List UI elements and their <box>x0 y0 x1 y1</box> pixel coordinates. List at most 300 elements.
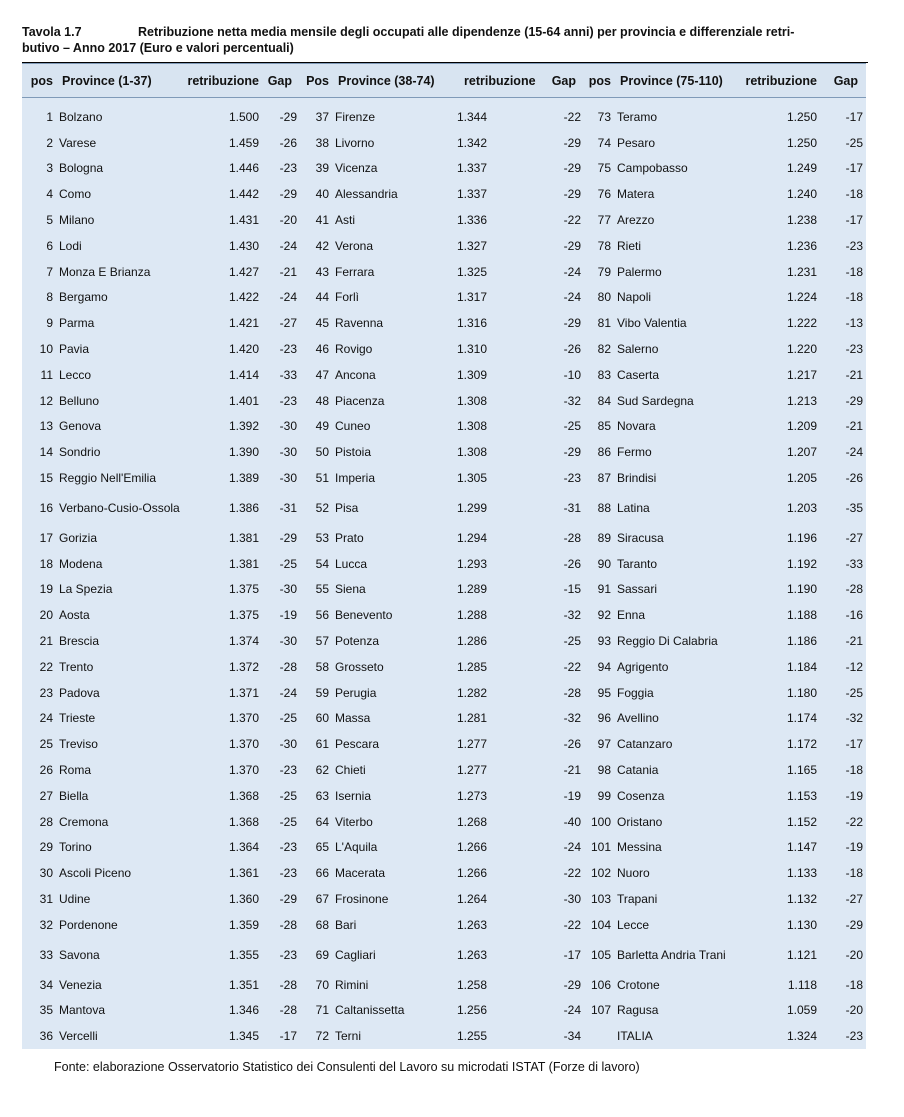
pos-cell-group-2: 60 <box>300 706 332 732</box>
pos-cell-group-3: 85 <box>584 414 614 440</box>
gap-cell-group-2: -24 <box>540 259 584 285</box>
province-cell-group-3: Trapani <box>614 886 732 912</box>
gap-cell-group-3: -33 <box>820 551 866 577</box>
retribuzione-cell-group-1: 1.346 <box>184 998 262 1024</box>
province-cell-group-3: Rieti <box>614 233 732 259</box>
province-cell-group-3: Catanzaro <box>614 731 732 757</box>
retribuzione-cell-group-1: 1.381 <box>184 525 262 551</box>
retribuzione-cell-group-3: 1.220 <box>732 336 820 362</box>
table-row <box>22 886 866 912</box>
province-cell-group-2: Grosseto <box>332 654 454 680</box>
title-line-1: Retribuzione netta media mensile degli occupati alle dipendenze (15-64 anni) per provincia e differenziale retri- <box>138 25 795 39</box>
province-cell-group-2: Massa <box>332 706 454 732</box>
province-cell-group-1: Lodi <box>56 233 184 259</box>
gap-cell-group-3: -17 <box>820 207 866 233</box>
table-row <box>22 835 866 861</box>
province-cell-group-1: Ascoli Piceno <box>56 860 184 886</box>
gap-cell-group-1: -27 <box>262 310 300 336</box>
gap-cell-group-1: -30 <box>262 628 300 654</box>
province-cell-group-2: Verona <box>332 233 454 259</box>
province-cell-group-3: Novara <box>614 414 732 440</box>
gap-cell-group-1: -30 <box>262 439 300 465</box>
pos-cell-group-3: 84 <box>584 388 614 414</box>
table-row <box>22 310 866 336</box>
gap-cell-group-1: -28 <box>262 972 300 998</box>
pos-cell-group-3: 76 <box>584 181 614 207</box>
retribuzione-cell-group-3: 1.186 <box>732 628 820 654</box>
table-row <box>22 551 866 577</box>
province-cell-group-1: Padova <box>56 680 184 706</box>
retribuzione-cell-group-1: 1.370 <box>184 706 262 732</box>
table-row <box>22 654 866 680</box>
gap-cell-group-1: -20 <box>262 207 300 233</box>
gap-cell-group-3: -25 <box>820 130 866 156</box>
gap-cell-group-1: -28 <box>262 654 300 680</box>
pos-cell-group-2: 46 <box>300 336 332 362</box>
province-cell-group-3: Crotone <box>614 972 732 998</box>
pos-cell-group-2: 70 <box>300 972 332 998</box>
table-row <box>22 912 866 938</box>
province-cell-group-3: Messina <box>614 835 732 861</box>
pos-cell-group-1: 27 <box>22 783 56 809</box>
gap-cell-group-3: -25 <box>820 680 866 706</box>
province-cell-group-3: Foggia <box>614 680 732 706</box>
table-row <box>22 680 866 706</box>
province-cell-group-1: Venezia <box>56 972 184 998</box>
province-cell-group-1: Modena <box>56 551 184 577</box>
retribuzione-cell-group-2: 1.310 <box>454 336 540 362</box>
retribuzione-cell-group-1: 1.431 <box>184 207 262 233</box>
table-row <box>22 414 866 440</box>
gap-cell-group-1: -17 <box>262 1023 300 1049</box>
province-cell-group-3: Ragusa <box>614 998 732 1024</box>
header-retribuzione-2: retribuzione <box>454 64 540 98</box>
retribuzione-cell-group-3: 1.147 <box>732 835 820 861</box>
retribuzione-cell-group-3: 1.152 <box>732 809 820 835</box>
pos-cell-group-3: 96 <box>584 706 614 732</box>
pos-cell-group-3: 83 <box>584 362 614 388</box>
table-row <box>22 156 866 182</box>
gap-cell-group-2: -34 <box>540 1023 584 1049</box>
retribuzione-cell-group-2: 1.282 <box>454 680 540 706</box>
retribuzione-cell-group-2: 1.256 <box>454 998 540 1024</box>
table-row <box>22 491 866 525</box>
province-cell-group-2: Potenza <box>332 628 454 654</box>
retribuzione-cell-group-1: 1.359 <box>184 912 262 938</box>
table-body <box>22 98 866 1050</box>
gap-cell-group-1: -23 <box>262 938 300 972</box>
retribuzione-cell-group-3: 1.213 <box>732 388 820 414</box>
table-row <box>22 362 866 388</box>
retribuzione-cell-group-1: 1.371 <box>184 680 262 706</box>
pos-cell-group-1: 31 <box>22 886 56 912</box>
table-row <box>22 439 866 465</box>
province-cell-group-3: Barletta Andria Trani <box>614 938 732 972</box>
pos-cell-group-3: 92 <box>584 602 614 628</box>
retribuzione-cell-group-2: 1.286 <box>454 628 540 654</box>
table-row <box>22 1023 866 1049</box>
retribuzione-cell-group-3: 1.121 <box>732 938 820 972</box>
province-cell-group-3: Latina <box>614 491 732 525</box>
province-cell-group-2: Pisa <box>332 491 454 525</box>
table-row <box>22 130 866 156</box>
retribuzione-cell-group-3: 1.238 <box>732 207 820 233</box>
gap-cell-group-1: -30 <box>262 577 300 603</box>
gap-cell-group-2: -24 <box>540 285 584 311</box>
pos-cell-group-2: 69 <box>300 938 332 972</box>
gap-cell-group-2: -29 <box>540 130 584 156</box>
table-header-row <box>22 64 866 98</box>
retribuzione-cell-group-3: 1.217 <box>732 362 820 388</box>
gap-cell-group-1: -29 <box>262 886 300 912</box>
retribuzione-cell-group-3: 1.240 <box>732 181 820 207</box>
pos-cell-group-1: 6 <box>22 233 56 259</box>
pos-cell-group-1: 19 <box>22 577 56 603</box>
province-cell-group-1: Gorizia <box>56 525 184 551</box>
province-cell-group-3: Sud Sardegna <box>614 388 732 414</box>
retribuzione-cell-group-2: 1.268 <box>454 809 540 835</box>
province-cell-group-2: Imperia <box>332 465 454 491</box>
pos-cell-group-2: 58 <box>300 654 332 680</box>
gap-cell-group-3: -19 <box>820 835 866 861</box>
gap-cell-group-1: -29 <box>262 104 300 130</box>
pos-cell-group-2: 51 <box>300 465 332 491</box>
retribuzione-cell-group-2: 1.293 <box>454 551 540 577</box>
gap-cell-group-2: -17 <box>540 938 584 972</box>
gap-cell-group-3: -18 <box>820 860 866 886</box>
pos-cell-group-2: 62 <box>300 757 332 783</box>
pos-cell-group-3: 97 <box>584 731 614 757</box>
gap-cell-group-2: -24 <box>540 998 584 1024</box>
retribuzione-cell-group-2: 1.308 <box>454 439 540 465</box>
province-cell-group-3: Sassari <box>614 577 732 603</box>
province-cell-group-3: Palermo <box>614 259 732 285</box>
pos-cell-group-2: 42 <box>300 233 332 259</box>
gap-cell-group-3: -28 <box>820 577 866 603</box>
gap-cell-group-2: -29 <box>540 181 584 207</box>
pos-cell-group-2: 65 <box>300 835 332 861</box>
gap-cell-group-1: -24 <box>262 285 300 311</box>
gap-cell-group-3: -20 <box>820 998 866 1024</box>
province-cell-group-3: Taranto <box>614 551 732 577</box>
table-title <box>22 24 868 60</box>
retribuzione-cell-group-1: 1.442 <box>184 181 262 207</box>
retribuzione-cell-group-3: 1.180 <box>732 680 820 706</box>
retribuzione-cell-group-1: 1.360 <box>184 886 262 912</box>
province-cell-group-3: Teramo <box>614 104 732 130</box>
table-row <box>22 628 866 654</box>
retribuzione-cell-group-3: 1.236 <box>732 233 820 259</box>
province-cell-group-2: Cuneo <box>332 414 454 440</box>
province-cell-group-1: Reggio Nell'Emilia <box>56 465 184 491</box>
gap-cell-group-2: -29 <box>540 439 584 465</box>
gap-cell-group-3: -18 <box>820 259 866 285</box>
province-cell-group-3: Agrigento <box>614 654 732 680</box>
table-row <box>22 783 866 809</box>
retribuzione-cell-group-2: 1.309 <box>454 362 540 388</box>
retribuzione-cell-group-2: 1.299 <box>454 491 540 525</box>
pos-cell-group-3: 98 <box>584 757 614 783</box>
pos-cell-group-1: 32 <box>22 912 56 938</box>
gap-cell-group-3: -18 <box>820 972 866 998</box>
gap-cell-group-2: -22 <box>540 912 584 938</box>
province-cell-group-1: Monza E Brianza <box>56 259 184 285</box>
pos-cell-group-3: 86 <box>584 439 614 465</box>
retribuzione-cell-group-1: 1.500 <box>184 104 262 130</box>
province-cell-group-1: Verbano-Cusio-Ossola <box>56 491 184 525</box>
retribuzione-cell-group-1: 1.370 <box>184 757 262 783</box>
gap-cell-group-3: -23 <box>820 1023 866 1049</box>
pos-cell-group-1: 4 <box>22 181 56 207</box>
table-number: Tavola 1.7 <box>22 25 82 39</box>
table-row <box>22 336 866 362</box>
table-row <box>22 998 866 1024</box>
province-cell-group-3: Fermo <box>614 439 732 465</box>
pos-cell-group-3: 90 <box>584 551 614 577</box>
province-cell-group-3: Lecce <box>614 912 732 938</box>
pos-cell-group-1: 30 <box>22 860 56 886</box>
retribuzione-cell-group-1: 1.381 <box>184 551 262 577</box>
province-cell-group-1: Belluno <box>56 388 184 414</box>
gap-cell-group-1: -21 <box>262 259 300 285</box>
province-cell-group-2: Viterbo <box>332 809 454 835</box>
header-gap-2: Gap <box>540 64 584 98</box>
province-cell-group-2: Asti <box>332 207 454 233</box>
retribuzione-cell-group-2: 1.305 <box>454 465 540 491</box>
province-cell-group-1: Bologna <box>56 156 184 182</box>
pos-cell-group-3: 74 <box>584 130 614 156</box>
gap-cell-group-2: -26 <box>540 551 584 577</box>
province-cell-group-1: Pordenone <box>56 912 184 938</box>
retribuzione-cell-group-3: 1.222 <box>732 310 820 336</box>
retribuzione-cell-group-3: 1.203 <box>732 491 820 525</box>
retribuzione-cell-group-2: 1.273 <box>454 783 540 809</box>
table-row <box>22 577 866 603</box>
province-cell-group-2: Pistoia <box>332 439 454 465</box>
gap-cell-group-3: -13 <box>820 310 866 336</box>
retribuzione-cell-group-1: 1.414 <box>184 362 262 388</box>
retribuzione-cell-group-1: 1.361 <box>184 860 262 886</box>
retribuzione-cell-group-1: 1.370 <box>184 731 262 757</box>
gap-cell-group-1: -33 <box>262 362 300 388</box>
province-cell-group-3: Vibo Valentia <box>614 310 732 336</box>
pos-cell-group-2: 68 <box>300 912 332 938</box>
pos-cell-group-2: 61 <box>300 731 332 757</box>
province-cell-group-2: Chieti <box>332 757 454 783</box>
pos-cell-group-1: 2 <box>22 130 56 156</box>
header-province-1: Province (1-37) <box>56 64 184 98</box>
province-cell-group-1: Genova <box>56 414 184 440</box>
province-cell-group-1: Como <box>56 181 184 207</box>
gap-cell-group-1: -23 <box>262 336 300 362</box>
gap-cell-group-2: -25 <box>540 628 584 654</box>
retribuzione-cell-group-1: 1.345 <box>184 1023 262 1049</box>
retribuzione-cell-group-3: 1.133 <box>732 860 820 886</box>
gap-cell-group-3: -27 <box>820 525 866 551</box>
gap-cell-group-1: -28 <box>262 912 300 938</box>
gap-cell-group-3: -17 <box>820 104 866 130</box>
province-cell-group-2: Ancona <box>332 362 454 388</box>
retribuzione-cell-group-1: 1.351 <box>184 972 262 998</box>
province-cell-group-1: Brescia <box>56 628 184 654</box>
province-cell-group-2: Cagliari <box>332 938 454 972</box>
gap-cell-group-1: -23 <box>262 860 300 886</box>
retribuzione-cell-group-3: 1.130 <box>732 912 820 938</box>
retribuzione-cell-group-1: 1.364 <box>184 835 262 861</box>
pos-cell-group-1: 20 <box>22 602 56 628</box>
retribuzione-cell-group-1: 1.446 <box>184 156 262 182</box>
province-cell-group-2: Rimini <box>332 972 454 998</box>
table-row <box>22 809 866 835</box>
province-cell-group-1: Pavia <box>56 336 184 362</box>
retribuzione-cell-group-2: 1.325 <box>454 259 540 285</box>
gap-cell-group-1: -31 <box>262 491 300 525</box>
header-pos-3: pos <box>584 64 614 98</box>
gap-cell-group-3: -20 <box>820 938 866 972</box>
pos-cell-group-2: 56 <box>300 602 332 628</box>
province-cell-group-3: Catania <box>614 757 732 783</box>
retribuzione-cell-group-2: 1.266 <box>454 835 540 861</box>
table-row <box>22 972 866 998</box>
gap-cell-group-3: -21 <box>820 362 866 388</box>
province-cell-group-1: Torino <box>56 835 184 861</box>
province-cell-group-1: Treviso <box>56 731 184 757</box>
province-cell-group-2: Vicenza <box>332 156 454 182</box>
province-cell-group-3: Salerno <box>614 336 732 362</box>
pos-cell-group-2: 41 <box>300 207 332 233</box>
gap-cell-group-1: -26 <box>262 130 300 156</box>
retribuzione-cell-group-2: 1.281 <box>454 706 540 732</box>
gap-cell-group-1: -29 <box>262 181 300 207</box>
retribuzione-cell-group-2: 1.288 <box>454 602 540 628</box>
province-cell-group-3: Cosenza <box>614 783 732 809</box>
retribuzione-cell-group-1: 1.422 <box>184 285 262 311</box>
pos-cell-group-1: 26 <box>22 757 56 783</box>
retribuzione-cell-group-1: 1.355 <box>184 938 262 972</box>
retribuzione-cell-group-2: 1.337 <box>454 156 540 182</box>
gap-cell-group-2: -22 <box>540 654 584 680</box>
pos-cell-group-2: 63 <box>300 783 332 809</box>
pos-cell-group-1: 21 <box>22 628 56 654</box>
gap-cell-group-1: -25 <box>262 783 300 809</box>
gap-cell-group-3: -29 <box>820 388 866 414</box>
pos-cell-group-1: 1 <box>22 104 56 130</box>
province-cell-group-1: Aosta <box>56 602 184 628</box>
province-cell-group-3: Avellino <box>614 706 732 732</box>
gap-cell-group-2: -25 <box>540 414 584 440</box>
pos-cell-group-3: 81 <box>584 310 614 336</box>
pos-cell-group-1: 17 <box>22 525 56 551</box>
gap-cell-group-2: -29 <box>540 233 584 259</box>
province-cell-group-2: Macerata <box>332 860 454 886</box>
header-province-2: Province (38-74) <box>332 64 454 98</box>
retribuzione-cell-group-1: 1.459 <box>184 130 262 156</box>
province-cell-group-1: Varese <box>56 130 184 156</box>
gap-cell-group-2: -26 <box>540 731 584 757</box>
retribuzione-cell-group-2: 1.263 <box>454 912 540 938</box>
pos-cell-group-1: 18 <box>22 551 56 577</box>
province-cell-group-2: Ravenna <box>332 310 454 336</box>
pos-cell-group-1: 8 <box>22 285 56 311</box>
table-row <box>22 259 866 285</box>
header-province-3: Province (75-110) <box>614 64 732 98</box>
retribuzione-cell-group-1: 1.390 <box>184 439 262 465</box>
gap-cell-group-3: -18 <box>820 181 866 207</box>
pos-cell-group-3: 102 <box>584 860 614 886</box>
province-cell-group-3: Arezzo <box>614 207 732 233</box>
gap-cell-group-3: -12 <box>820 654 866 680</box>
retribuzione-cell-group-3: 1.132 <box>732 886 820 912</box>
province-cell-group-1: Biella <box>56 783 184 809</box>
table-row <box>22 388 866 414</box>
table-row <box>22 285 866 311</box>
pos-cell-group-2: 38 <box>300 130 332 156</box>
retribuzione-cell-group-2: 1.344 <box>454 104 540 130</box>
province-cell-group-3: Oristano <box>614 809 732 835</box>
province-cell-group-1: La Spezia <box>56 577 184 603</box>
header-retribuzione-3: retribuzione <box>732 64 820 98</box>
retribuzione-cell-group-3: 1.224 <box>732 285 820 311</box>
pos-cell-group-1: 14 <box>22 439 56 465</box>
pos-cell-group-1: 25 <box>22 731 56 757</box>
retribuzione-cell-group-3: 1.196 <box>732 525 820 551</box>
province-cell-group-1: Vercelli <box>56 1023 184 1049</box>
gap-cell-group-2: -30 <box>540 886 584 912</box>
province-cell-group-3: ITALIA <box>614 1023 732 1049</box>
table-row <box>22 860 866 886</box>
pos-cell-group-3: 87 <box>584 465 614 491</box>
retribuzione-cell-group-1: 1.401 <box>184 388 262 414</box>
retribuzione-cell-group-2: 1.327 <box>454 233 540 259</box>
pos-cell-group-2: 66 <box>300 860 332 886</box>
province-cell-group-2: Caltanissetta <box>332 998 454 1024</box>
province-cell-group-3: Caserta <box>614 362 732 388</box>
pos-cell-group-1: 28 <box>22 809 56 835</box>
retribuzione-cell-group-1: 1.372 <box>184 654 262 680</box>
retribuzione-cell-group-3: 1.153 <box>732 783 820 809</box>
gap-cell-group-3: -19 <box>820 783 866 809</box>
province-cell-group-1: Savona <box>56 938 184 972</box>
provinces-table <box>22 63 866 1049</box>
header-pos-2: Pos <box>300 64 332 98</box>
title-line-2: butivo – Anno 2017 (Euro e valori percentuali) <box>22 41 294 55</box>
retribuzione-cell-group-2: 1.336 <box>454 207 540 233</box>
pos-cell-group-2: 59 <box>300 680 332 706</box>
province-cell-group-3: Napoli <box>614 285 732 311</box>
gap-cell-group-2: -24 <box>540 835 584 861</box>
province-cell-group-2: Prato <box>332 525 454 551</box>
province-cell-group-2: Terni <box>332 1023 454 1049</box>
pos-cell-group-1: 7 <box>22 259 56 285</box>
pos-cell-group-1: 3 <box>22 156 56 182</box>
header-gap-1: Gap <box>262 64 300 98</box>
table-row <box>22 525 866 551</box>
gap-cell-group-2: -22 <box>540 207 584 233</box>
pos-cell-group-1: 22 <box>22 654 56 680</box>
pos-cell-group-2: 50 <box>300 439 332 465</box>
gap-cell-group-2: -32 <box>540 706 584 732</box>
pos-cell-group-3: 100 <box>584 809 614 835</box>
pos-cell-group-3 <box>584 1023 614 1049</box>
gap-cell-group-1: -30 <box>262 731 300 757</box>
province-cell-group-3: Enna <box>614 602 732 628</box>
retribuzione-cell-group-1: 1.427 <box>184 259 262 285</box>
pos-cell-group-1: 5 <box>22 207 56 233</box>
retribuzione-cell-group-1: 1.421 <box>184 310 262 336</box>
pos-cell-group-2: 49 <box>300 414 332 440</box>
pos-cell-group-1: 11 <box>22 362 56 388</box>
source-note: Fonte: elaborazione Osservatorio Statistico dei Consulenti del Lavoro su microdati ISTAT (Forze di lavoro) <box>54 1060 640 1075</box>
